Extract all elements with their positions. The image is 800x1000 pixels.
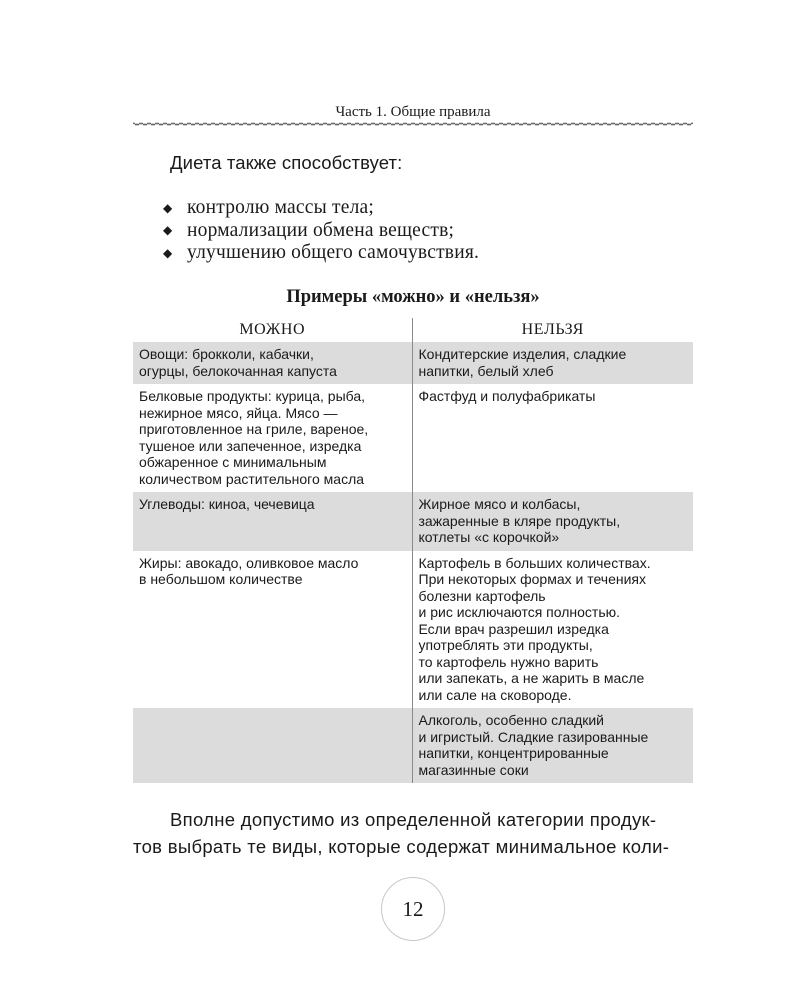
page-number: 12: [381, 877, 445, 941]
cell-cannot: Кондитерские изделия, сладкие напитки, белый хлеб: [412, 342, 693, 384]
column-header-can: МОЖНО: [239, 320, 306, 338]
cell-can: Углеводы: киноа, чечевица: [133, 492, 412, 551]
list-item: ◆ контролю массы тела;: [163, 197, 374, 219]
table-header-row: [133, 318, 693, 342]
list-item: ◆ улучшению общего самочувствия.: [163, 242, 480, 264]
column-header-cannot: НЕЛЬЗЯ: [412, 318, 693, 342]
cell-cannot: Фастфуд и полуфабрикаты: [412, 384, 693, 492]
paragraph-line: тов выбрать те виды, которые содержат минимальное коли-: [133, 836, 670, 857]
benefits-list: [163, 197, 479, 265]
cell-can: Жиры: авокадо, оливковое масло в небольшом количестве: [139, 554, 359, 587]
wavy-divider: [133, 121, 693, 127]
diamond-bullet-icon: ◆: [163, 223, 173, 238]
paragraph-line: Вполне допустимо из определенной категории продук-: [170, 809, 657, 830]
table-row: [133, 342, 693, 384]
cell-can: Белковые продукты: курица, рыба, нежирное мясо, яйца. Мясо — приготовленное на гриле, вареное, тушеное или запеченное, изредка обжаренное с минимальным количеством растительного масла: [139, 388, 369, 487]
table-row: [133, 708, 693, 783]
cell-cannot: Алкоголь, особенно сладкий и игристый. Сладкие газированные напитки, концентрированные магазинные соки: [412, 708, 693, 783]
running-head: Часть 1. Общие правила: [335, 104, 491, 120]
table-row: [133, 551, 693, 709]
table-title: Примеры «можно» и «нельзя»: [286, 287, 540, 307]
diamond-bullet-icon: ◆: [163, 200, 173, 215]
table-row: [133, 492, 693, 551]
cell-cannot: Жирное мясо и колбасы, зажаренные в кляре продукты, котлеты «с корочкой»: [412, 492, 693, 551]
table-row: [133, 384, 693, 492]
diamond-bullet-icon: ◆: [163, 245, 173, 260]
list-item: ◆ нормализации обмена веществ;: [163, 219, 455, 241]
food-examples-table: [133, 318, 693, 783]
cell-cannot: Картофель в больших количествах. При некоторых формах и течениях болезни картофель и рис исключаются полностью. Если врач разрешил изредка употреблять эти продукты, то картофель нужно варить или запекать, а не жарить в масле или сале на сковороде.: [412, 551, 693, 709]
cell-can: Овощи: брокколи, кабачки, огурцы, белокочанная капуста: [133, 342, 412, 384]
body-paragraph: [133, 806, 693, 860]
cell-can: [133, 708, 412, 783]
intro-lead: Диета также способствует:: [170, 152, 403, 173]
